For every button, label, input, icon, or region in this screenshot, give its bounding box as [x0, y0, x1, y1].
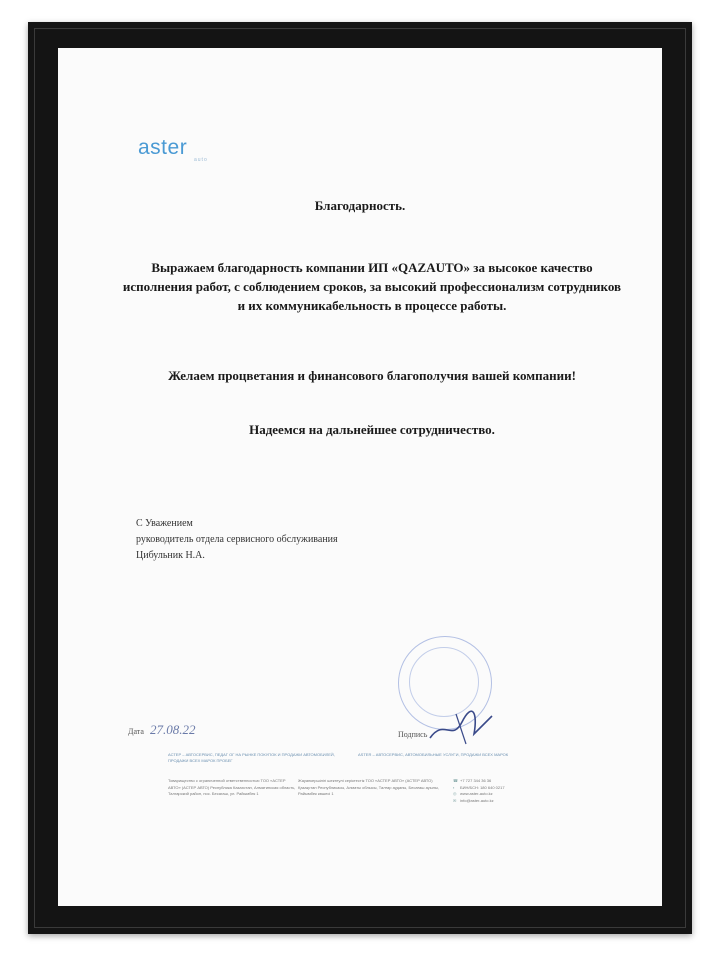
footer-contacts	[453, 778, 573, 804]
footer-site: www.aster-auto.kz	[460, 791, 493, 796]
footer-phone: +7 727 344 36 36	[460, 778, 492, 783]
footer-legal-ru: Товарищество с ограниченной ответственностью ТОО «АСТЕР АВТО» (АСТЕР АВТО) Республика Казахстан, Алматинская область, Талгарский район, пос. Бесагаш, ул. Райымбек 1	[168, 778, 296, 796]
company-logo	[138, 136, 208, 163]
date-label: Дата	[128, 727, 144, 736]
footer-caption-left: АСТЕР – АВТОСЕРВИС, ПЕДАГ ОГ НА РЫНКЕ ПОКУПОК И ПРОДАЖИ АВТОМОБИЛЕЙ, ПРОДАЖИ ВСЕХ МАРОК ПРОБЕГ	[168, 752, 335, 763]
picture-frame	[28, 22, 692, 934]
footer-caption-right: ASTER – АВТОСЕРВИС, АВТОМОБИЛЬНЫЕ УСЛУГИ, ПРОДАЖИ ВСЕХ МАРОК	[358, 752, 509, 757]
regards-line: С Уважением	[136, 518, 193, 529]
date-value: 27.08.22	[149, 722, 196, 737]
footer-email: info@aster-auto.kz	[460, 797, 494, 803]
logo-text: aster	[138, 136, 188, 159]
letter-title: Благодарность.	[314, 198, 406, 213]
position-line: руководитель отдела сервисного обслуживания	[136, 534, 338, 545]
signer-name: Цибульник Н.А.	[136, 550, 205, 561]
mail-icon: ✉	[453, 797, 457, 803]
letter-sheet	[58, 48, 662, 906]
date-field	[128, 722, 195, 738]
wishes-paragraph: Желаем процветания и финансового благополучия вашей компании!	[168, 368, 576, 383]
cooperation-paragraph: Надеемся на дальнейшее сотрудничество.	[249, 422, 495, 437]
id-icon: ▪	[453, 784, 455, 790]
signature-block	[136, 516, 338, 564]
footer-legal-kz: Жауапкершілігі шектеулі серіктестік ТОО «АСТЕР АВТО» (АСТЕР АВТО) Қазақстан Республикасы, Алматы облысы, Талғар ауданы, Бесағаш ауылы, Райымбек көшесі 1	[298, 778, 439, 796]
signature-label: Подпись	[398, 730, 428, 739]
web-icon: ◎	[453, 791, 457, 796]
logo-subtext: auto	[194, 157, 208, 163]
gratitude-paragraph: Выражаем благодарность компании ИП «QAZAUTO» за высокое качество исполнения работ, с соблюдением сроков, за высокий профессионализм сотрудников и их коммуникабельность в процессе работы.	[122, 260, 622, 313]
footer-bin: БИН/БСН: 180 640 0217	[460, 784, 505, 790]
handwritten-signature	[426, 708, 496, 746]
phone-icon: ☎	[453, 778, 458, 783]
